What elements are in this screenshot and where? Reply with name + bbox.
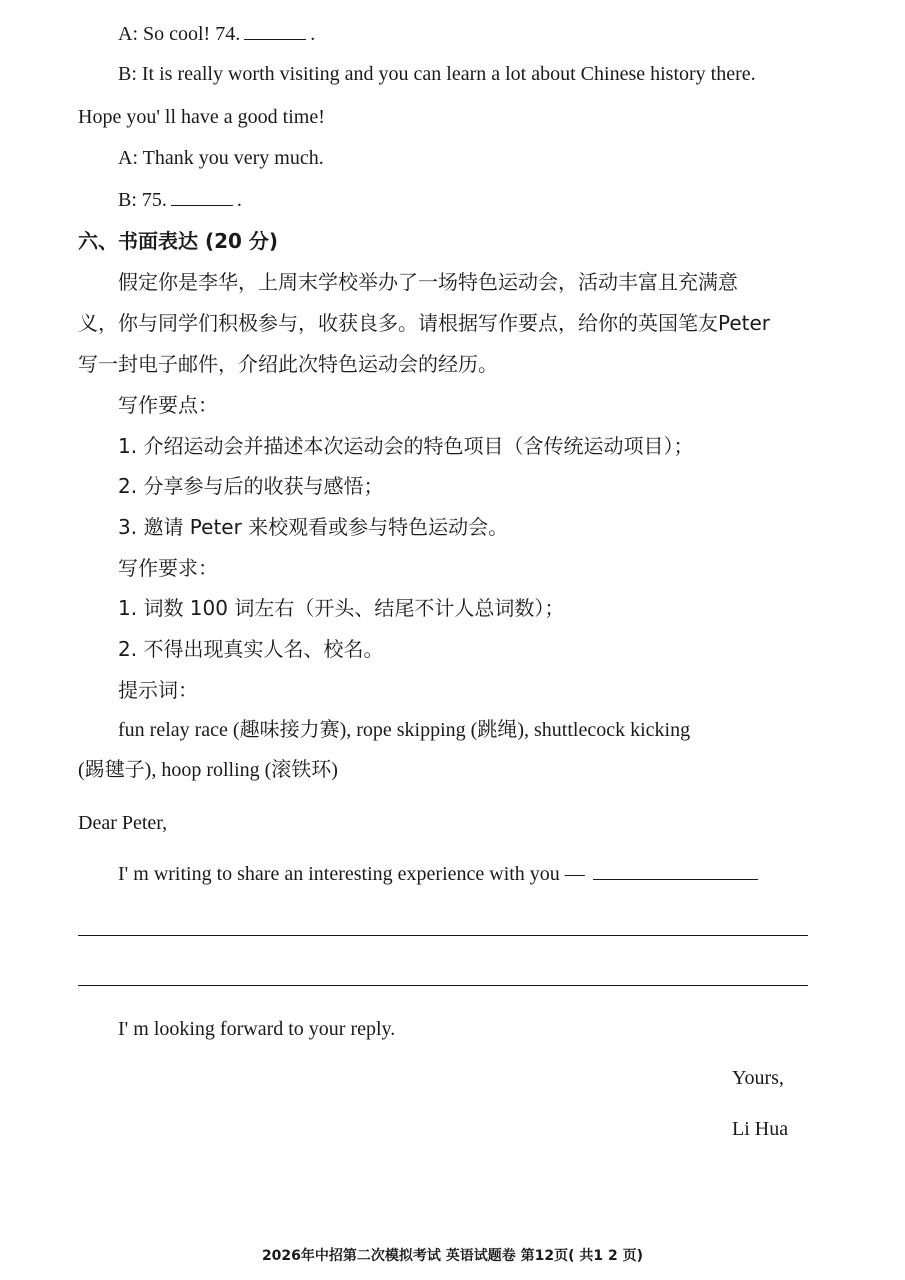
dialogue-line-75-suffix: . — [236, 189, 242, 211]
dialogue-line-74-text: A: So cool! 74. — [118, 23, 241, 45]
writing-line-1[interactable] — [78, 935, 808, 936]
dialogue-line-thanks: A: Thank you very much. — [118, 147, 324, 169]
prompt-line-3: 写一封电子邮件，介绍此次特色运动会的经历。 — [78, 352, 498, 376]
requirement-1: 1. 词数 100 词左右（开头、结尾不计人总词数）； — [118, 596, 565, 620]
letter-signature: Li Hua — [732, 1118, 789, 1140]
requirements-title: 写作要求： — [118, 556, 218, 580]
letter-salutation: Dear Peter, — [78, 812, 168, 834]
prompt-line-2: 义，你与同学们积极参与，收获良多。请根据写作要点，给你的英国笔友Peter — [78, 311, 771, 335]
point-1: 1. 介绍运动会并描述本次运动会的特色项目（含传统运动项目）； — [118, 434, 694, 458]
requirement-2: 2. 不得出现真实人名、校名。 — [118, 637, 384, 661]
prompt-line-1: 假定你是李华，上周末学校举办了一场特色运动会，活动丰富且充满意 — [118, 270, 738, 294]
answer-blank-74[interactable] — [244, 35, 306, 40]
hints-line-1: fun relay race (趣味接力赛), rope skipping (跳绳), shuttlecock kicking — [118, 719, 691, 741]
dialogue-line-75 — [118, 190, 242, 210]
dialogue-line-hope: Hope you' ll have a good time! — [78, 106, 325, 128]
page-footer: 2026年中招第二次模拟考试 英语试题卷 第12页( 共1 2 页) — [261, 1248, 644, 1264]
hints-line-2: (踢毽子), hoop rolling (滚铁环) — [78, 759, 338, 781]
letter-closing: I' m looking forward to your reply. — [118, 1018, 396, 1040]
dialogue-line-74-suffix: . — [310, 23, 316, 45]
points-title: 写作要点： — [118, 393, 218, 417]
letter-opening-text: I' m writing to share an interesting experience with you — — [118, 863, 585, 885]
opening-answer-blank[interactable] — [593, 875, 758, 880]
letter-signoff: Yours, — [732, 1067, 784, 1089]
point-3: 3. 邀请 Peter 来校观看或参与特色运动会。 — [118, 515, 509, 539]
dialogue-line-74 — [118, 24, 315, 44]
dialogue-line-75-text: B: 75. — [118, 189, 167, 211]
letter-opening — [118, 864, 758, 884]
hints-title: 提示词： — [118, 678, 198, 702]
answer-blank-75[interactable] — [171, 201, 233, 206]
point-2: 2. 分享参与后的收获与感悟； — [118, 474, 384, 498]
dialogue-line-b1: B: It is really worth visiting and you can learn a lot about Chinese history there. — [118, 63, 756, 85]
writing-line-2[interactable] — [78, 985, 808, 986]
section-heading: 六、书面表达 (20 分) — [78, 229, 279, 253]
